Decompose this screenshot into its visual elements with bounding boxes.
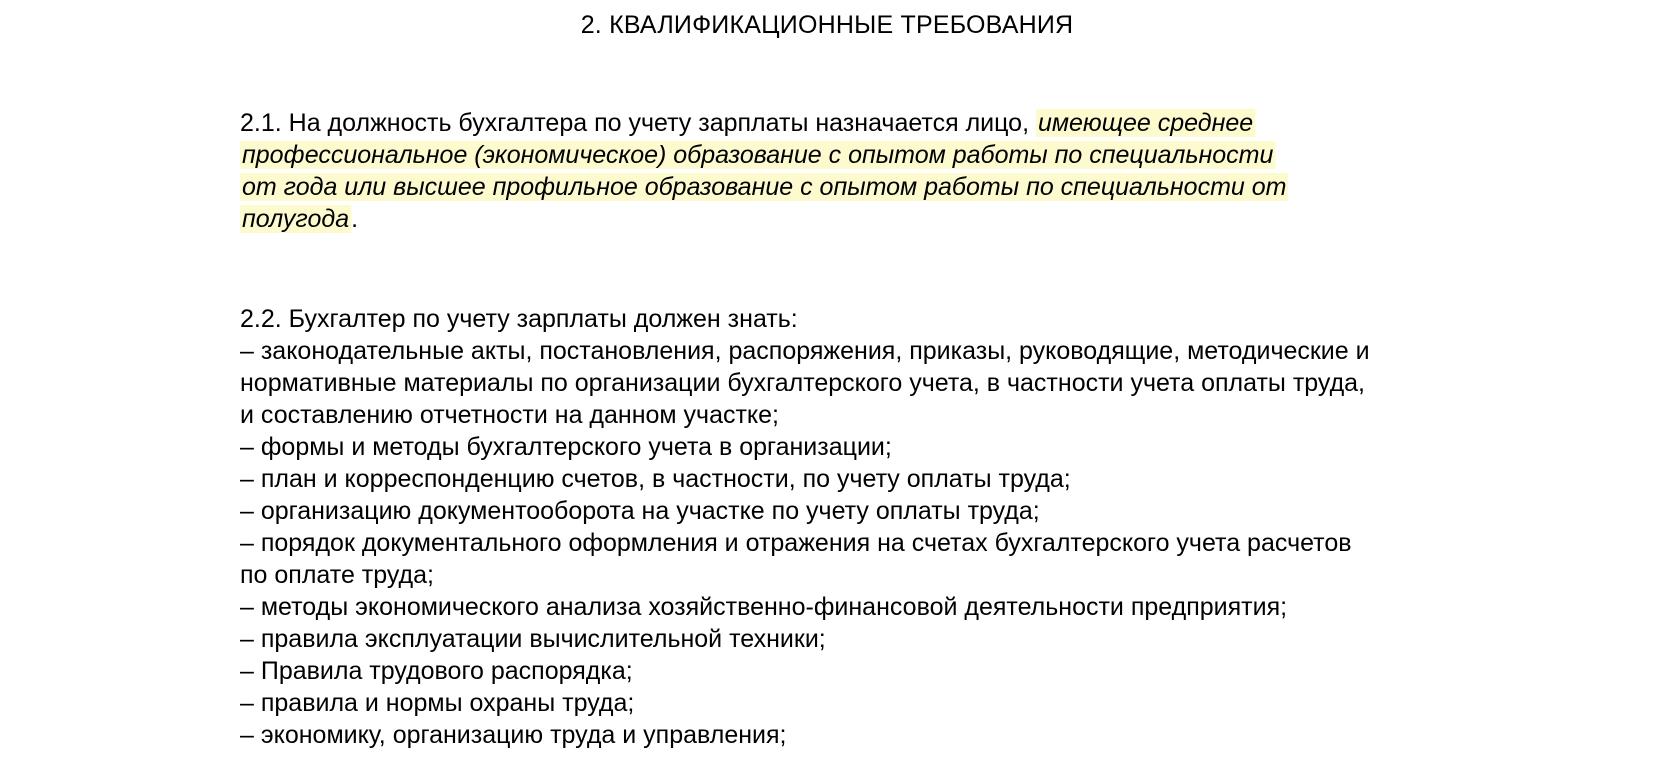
list-item: – формы и методы бухгалтерского учета в организации;	[240, 433, 892, 461]
highlighted-text: от года или высшее профильное образование с опытом работы по специальности от	[242, 173, 1287, 201]
paragraph-2-1	[240, 107, 1288, 235]
paragraph-2-1-line-2	[240, 139, 1288, 171]
paragraph-2-1-line-3	[240, 171, 1288, 203]
highlighted-text: имеющее среднее	[1037, 109, 1254, 137]
list-item: – экономику, организацию труда и управления;	[240, 721, 787, 749]
list-item-continuation: нормативные материалы по организации бухгалтерского учета, в частности учета оплаты труда,	[240, 369, 1365, 397]
paragraph-2-2	[240, 303, 1370, 751]
paragraph-2-1-line-4	[240, 203, 1288, 235]
list-item: – Правила трудового распорядка;	[240, 657, 633, 685]
list-intro: 2.2. Бухгалтер по учету зарплаты должен знать:	[240, 305, 798, 333]
list-item: – правила эксплуатации вычислительной техники;	[240, 625, 826, 653]
list-item-continuation: по оплате труда;	[240, 561, 434, 589]
list-item: – методы экономического анализа хозяйственно-финансовой деятельности предприятия;	[240, 593, 1288, 621]
list-item: – порядок документального оформления и отражения на счетах бухгалтерского учета расчетов	[240, 529, 1352, 557]
highlighted-text: профессиональное (экономическое) образование с опытом работы по специальности	[242, 141, 1274, 169]
trailing-period: .	[351, 205, 359, 233]
highlighted-text: полугода	[242, 205, 350, 233]
list-item: – план и корреспонденцию счетов, в частности, по учету оплаты труда;	[240, 465, 1071, 493]
paragraph-text: 2.1. На должность бухгалтера по учету зарплаты назначается лицо,	[240, 109, 1036, 137]
list-item: – правила и нормы охраны труда;	[240, 689, 635, 717]
section-heading: 2. КВАЛИФИКАЦИОННЫЕ ТРЕБОВАНИЯ	[580, 11, 1074, 39]
paragraph-2-1-line-1	[240, 107, 1288, 139]
list-item-continuation: и составлению отчетности на данном участке;	[240, 401, 780, 429]
list-item: – законодательные акты, постановления, распоряжения, приказы, руководящие, методические и	[240, 337, 1370, 365]
list-item: – организацию документооборота на участке по учету оплаты труда;	[240, 497, 1040, 525]
